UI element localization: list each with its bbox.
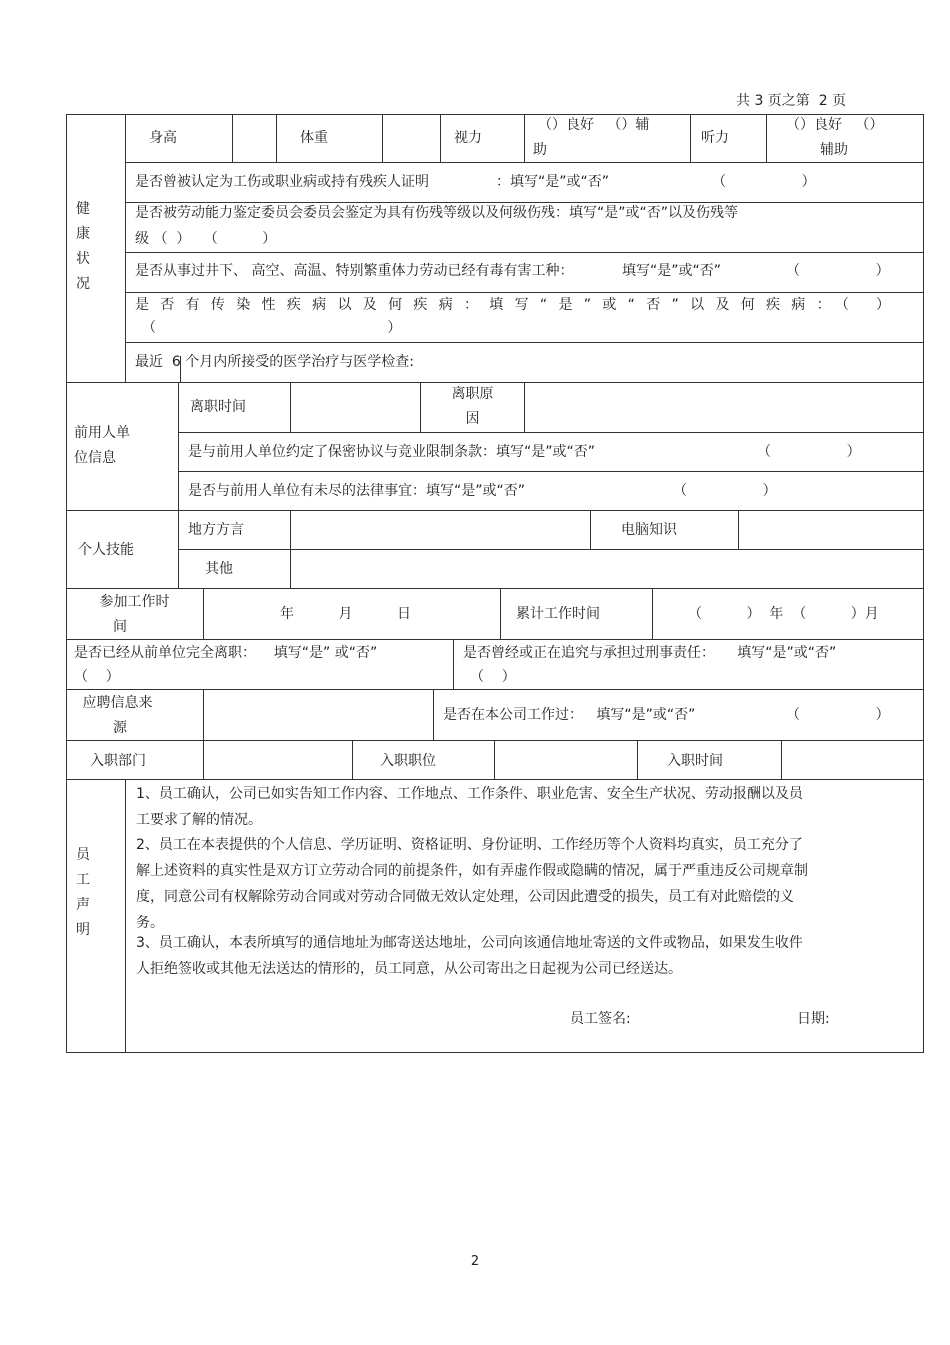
grid-line (66, 639, 924, 640)
grid-line (440, 114, 441, 162)
grid-line (178, 471, 924, 472)
medical-treatment-label: 最近 6 个月内所接受的医学治疗与医学检查: (135, 354, 414, 370)
criminal-liability-question: 是否曾经或正在追究与承担过刑事责任： 填写“是”或“否” (463, 645, 837, 661)
grid-line (125, 252, 924, 253)
page-number: 2 (470, 1254, 480, 1269)
onboard-time-label: 入职时间 (667, 753, 723, 769)
grid-line (66, 689, 924, 690)
total-work-time-label: 累计工作时间 (516, 606, 600, 622)
health-section-label: 健康状况 (76, 201, 90, 292)
grid-line (203, 588, 204, 639)
grid-line (500, 588, 501, 639)
confidentiality-question: 是与前用人单位约定了保密协议与竞业限制条款：填写“是”或“否” (188, 444, 596, 460)
onboard-dept-field[interactable] (204, 741, 351, 778)
grid-line (125, 779, 126, 1053)
grid-line (125, 342, 924, 343)
leave-time-field[interactable] (291, 383, 419, 431)
signature-field[interactable] (640, 1003, 780, 1033)
declaration-paragraph-3: 3、员工确认，本表所填写的通信地址为邮寄送达地址，公司向该通信地址寄送的文件或物品，如果发生收件人拒绝签收或其他无法送达的情形的，员工同意，从公司寄出之日起视为公司已经送达。 (136, 935, 803, 977)
hazard-work-fill-hint: 填写“是”或“否” (622, 263, 722, 279)
disability-answer-field[interactable]: 级 （ ） （ ） (135, 231, 277, 247)
criminal-liability-answer-field[interactable]: （ ） (470, 669, 516, 685)
vision-options-cont: 助 (533, 142, 547, 158)
leave-time-label: 离职时间 (190, 399, 246, 415)
job-source-label-cont: 源 (113, 720, 127, 736)
declaration-section-label: 员工声明 (76, 847, 90, 938)
height-label: 身高 (149, 130, 177, 146)
declaration-paragraph-1: 1、员工确认，公司已如实告知工作内容、工作地点、工作条件、职业危害、安全生产状况、劳动报酬以及员工要求了解的情况。 (136, 786, 803, 828)
onboard-position-field[interactable] (495, 741, 636, 778)
grid-line (590, 510, 591, 549)
hazard-work-question: 是否从事过井下、 高空、高温、特别繁重体力劳动已经有毒有害工种： (135, 263, 574, 279)
hazard-work-answer-field[interactable]: （ ） (786, 263, 890, 279)
grid-line (178, 432, 924, 433)
fully-separated-answer-field[interactable]: （ ） (74, 669, 120, 685)
grid-line (66, 779, 924, 780)
injury-answer-field[interactable]: （ ） (712, 174, 816, 190)
work-start-label-cont: 间 (113, 619, 127, 635)
leave-reason-field[interactable] (525, 383, 923, 431)
onboard-time-field[interactable] (782, 741, 923, 778)
job-source-field[interactable] (204, 690, 432, 739)
computer-skills-field[interactable] (739, 511, 923, 548)
hearing-label: 听力 (701, 130, 729, 146)
hearing-options-cont: 辅助 (820, 142, 848, 158)
injury-question: 是否曾被认定为工伤或职业病或持有残疾人证明 (135, 174, 429, 190)
grid-line (652, 588, 653, 639)
leave-reason-label-cont: 因 (465, 411, 480, 427)
weight-label: 体重 (300, 130, 328, 146)
grid-line (690, 114, 691, 162)
computer-skills-label: 电脑知识 (621, 522, 677, 538)
onboard-position-label: 入职职位 (380, 753, 436, 769)
onboard-dept-label: 入职部门 (90, 753, 146, 769)
total-work-time-field[interactable]: （ ） 年 （ ）月 (688, 606, 879, 622)
grid-line (232, 114, 233, 162)
grid-line (66, 588, 924, 589)
skills-label: 个人技能 (78, 542, 134, 558)
worked-here-question: 是否在本公司工作过： 填写“是”或“否” (443, 707, 696, 723)
declaration-paragraph-2: 2、员工在本表提供的个人信息、学历证明、资格证明、身份证明、工作经历等个人资料均真实，员工充分了解上述资料的真实性是双方订立劳动合同的前提条件，如有弄虚作假或隐瞒的情况，属于严重违反公司规章制度，同意公司有权解除劳动合同或对劳动合同做无效认定处理，公司因此遭受的损失，员工有对此赔偿的义务。 (136, 837, 808, 931)
grid-line (382, 114, 383, 162)
grid-line (178, 382, 179, 510)
job-source-label: 应聘信息来 (82, 695, 153, 711)
legal-matters-question: 是否与前用人单位有未尽的法律事宜：填写“是”或“否” (188, 483, 526, 499)
prev-employer-label: 前用人单 (74, 425, 130, 441)
grid-line (433, 689, 434, 740)
leave-reason-label: 离职原 (451, 386, 494, 402)
other-skills-label: 其他 (205, 561, 233, 577)
other-skills-field[interactable] (291, 550, 923, 587)
grid-line (766, 114, 767, 162)
grid-line (524, 114, 525, 162)
page-info: 共 3 页之第 2 页 (736, 93, 847, 109)
date-label: 日期: (797, 1011, 830, 1027)
dialect-label: 地方方言 (188, 522, 244, 538)
work-start-date-field[interactable]: 年 月 日 (280, 606, 412, 622)
vision-label: 视力 (454, 130, 482, 146)
confidentiality-answer-field[interactable]: （ ） (757, 444, 861, 460)
grid-line (637, 740, 638, 779)
fully-separated-question: 是否已经从前单位完全离职： 填写“是” 或“否” (74, 645, 378, 661)
worked-here-answer-field[interactable]: （ ） (786, 707, 890, 723)
grid-line (352, 740, 353, 779)
legal-matters-answer-field[interactable]: （ ） (673, 483, 777, 499)
hearing-options: （）良好 （） (786, 117, 884, 133)
dialect-field[interactable] (291, 511, 589, 548)
grid-line (276, 114, 277, 162)
infectious-disease-answer-field[interactable]: （ ） (142, 320, 402, 336)
work-start-label: 参加工作时 (99, 594, 170, 610)
infectious-disease-question: 是否有传染性疾病以及何疾病：填写“是”或“否”以及何疾病：（ ） (135, 297, 890, 313)
disability-question: 是否被劳动能力鉴定委员会委员会鉴定为具有伤残等级以及何级伤残：填写“是”或“否”以及伤残等 (135, 205, 739, 221)
vision-options: （）良好 （）辅 (538, 117, 650, 133)
injury-fill-hint: ：填写“是”或“否” (496, 174, 610, 190)
signature-label: 员工签名: (570, 1011, 631, 1027)
date-field[interactable] (838, 1003, 918, 1033)
prev-employer-label-cont: 位信息 (74, 450, 116, 466)
grid-line (453, 639, 454, 689)
grid-line (125, 162, 924, 163)
